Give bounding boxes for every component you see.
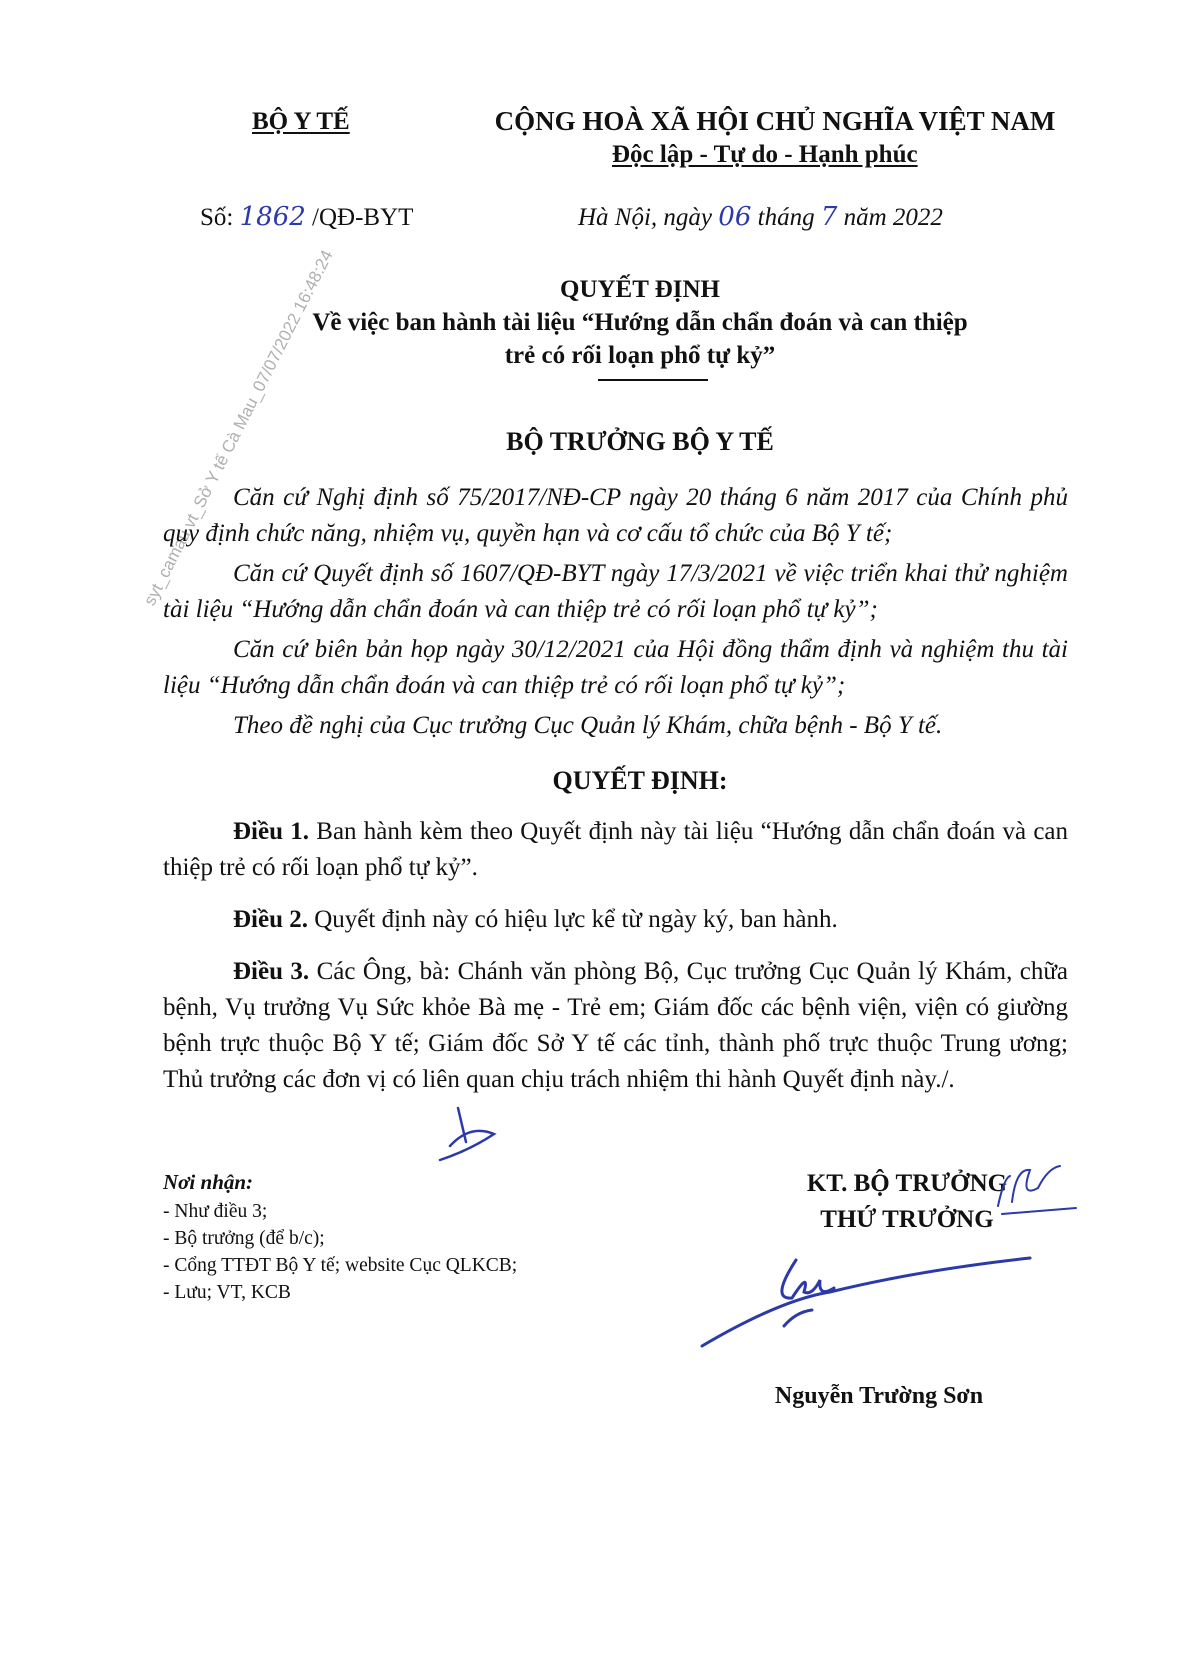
digital-stamp-watermark: syt_camau.vt_Sở Y tế Cà Mau_07/07/2022 16:48:24 bbox=[140, 247, 337, 609]
signer-title-line-2: THỨ TRƯỞNG bbox=[820, 1206, 994, 1233]
recipient-item: - Cổng TTĐT Bộ Y tế; website Cục QLKCB; bbox=[163, 1255, 518, 1276]
date-day: 06 bbox=[718, 202, 752, 232]
doc-number-suffix: /QĐ-BYT bbox=[312, 204, 414, 231]
doc-number-prefix: Số: bbox=[200, 204, 234, 231]
article-3-label: Điều 3. bbox=[233, 958, 310, 985]
article-2 bbox=[163, 902, 1068, 938]
recipient-item: - Như điều 3; bbox=[163, 1201, 268, 1222]
ministry-name: BỘ Y TẾ bbox=[252, 108, 350, 135]
article-3-text: Các Ông, bà: Chánh văn phòng Bộ, Cục trưởng Cục Quản lý Khám, chữa bệnh, Vụ trưởng Vụ Sức khỏe Bà mẹ - Trẻ em; Giám đốc các bệnh viện, viện có giường bệnh trực thuộc Bộ Y tế; Giám đốc Sở Y tế các tỉnh, thành phố trực thuộc Trung ương; Thủ trưởng các đơn vị có liên quan chịu trách nhiệm thi hành Quyết định này./. bbox=[163, 958, 1069, 1093]
nation-name: CỘNG HOÀ XÃ HỘI CHỦ NGHĨA VIỆT NAM bbox=[494, 106, 1056, 136]
recipients-list bbox=[163, 1198, 517, 1306]
national-motto: Độc lập - Tự do - Hạnh phúc bbox=[612, 141, 918, 168]
preamble-2: Căn cứ Quyết định số 1607/QĐ-BYT ngày 17/3/2021 về việc triển khai thử nghiệm tài liệu “Hướng dẫn chẩn đoán và can thiệp trẻ có rối loạn phổ tự kỷ”; bbox=[163, 560, 1068, 623]
recipient-item: - Bộ trưởng (để b/c); bbox=[163, 1228, 325, 1249]
date-month-label: tháng bbox=[757, 204, 815, 231]
article-1 bbox=[163, 814, 1068, 886]
signer-title-line-1: KT. BỘ TRƯỞNG bbox=[806, 1170, 1008, 1197]
preamble-1: Căn cứ Nghị định số 75/2017/NĐ-CP ngày 20 tháng 6 năm 2017 của Chính phủ quy định chức năng, nhiệm vụ, quyền hạn và cơ cấu tổ chức của Bộ Y tế; bbox=[163, 484, 1068, 547]
date-month: 7 bbox=[820, 202, 838, 232]
decision-heading: QUYẾT ĐỊNH bbox=[560, 276, 720, 303]
issuing-authority: BỘ TRƯỞNG BỘ Y TẾ bbox=[506, 427, 774, 456]
handwritten-initial bbox=[430, 1104, 510, 1164]
date-place: Hà Nội, ngày bbox=[578, 204, 713, 231]
article-2-label: Điều 2. bbox=[233, 906, 308, 933]
article-2-text: Quyết định này có hiệu lực kể từ ngày ký, ban hành. bbox=[314, 906, 838, 933]
recipient-item: - Lưu; VT, KCB bbox=[163, 1282, 291, 1303]
date-year: năm 2022 bbox=[843, 204, 943, 231]
article-1-text: Ban hành kèm theo Quyết định này tài liệu “Hướng dẫn chẩn đoán và can thiệp trẻ có rối loạn phổ tự kỷ”. bbox=[163, 818, 1069, 881]
decision-subheading: QUYẾT ĐỊNH: bbox=[552, 766, 728, 795]
doc-number-handwritten: 1862 bbox=[239, 202, 306, 232]
document-number bbox=[200, 202, 413, 232]
recipients-heading: Nơi nhận: bbox=[163, 1170, 254, 1194]
handwritten-signature bbox=[700, 1240, 1040, 1360]
preamble-4: Theo đề nghị của Cục trưởng Cục Quản lý Khám, chữa bệnh - Bộ Y tế. bbox=[233, 712, 943, 739]
signer-name: Nguyễn Trường Sơn bbox=[774, 1383, 984, 1409]
article-3 bbox=[163, 954, 1068, 1098]
approval-initial bbox=[990, 1158, 1080, 1228]
date-line bbox=[578, 202, 943, 232]
article-1-label: Điều 1. bbox=[233, 818, 310, 845]
title-line-2: trẻ có rối loạn phổ tự kỷ” bbox=[504, 342, 776, 369]
title-line-1: Về việc ban hành tài liệu “Hướng dẫn chẩn đoán và can thiệp bbox=[312, 309, 968, 336]
preamble-3: Căn cứ biên bản họp ngày 30/12/2021 của Hội đồng thẩm định và nghiệm thu tài liệu “Hướng dẫn chẩn đoán và can thiệp trẻ có rối loạn phổ tự kỷ”; bbox=[163, 636, 1068, 699]
title-divider bbox=[598, 379, 708, 381]
